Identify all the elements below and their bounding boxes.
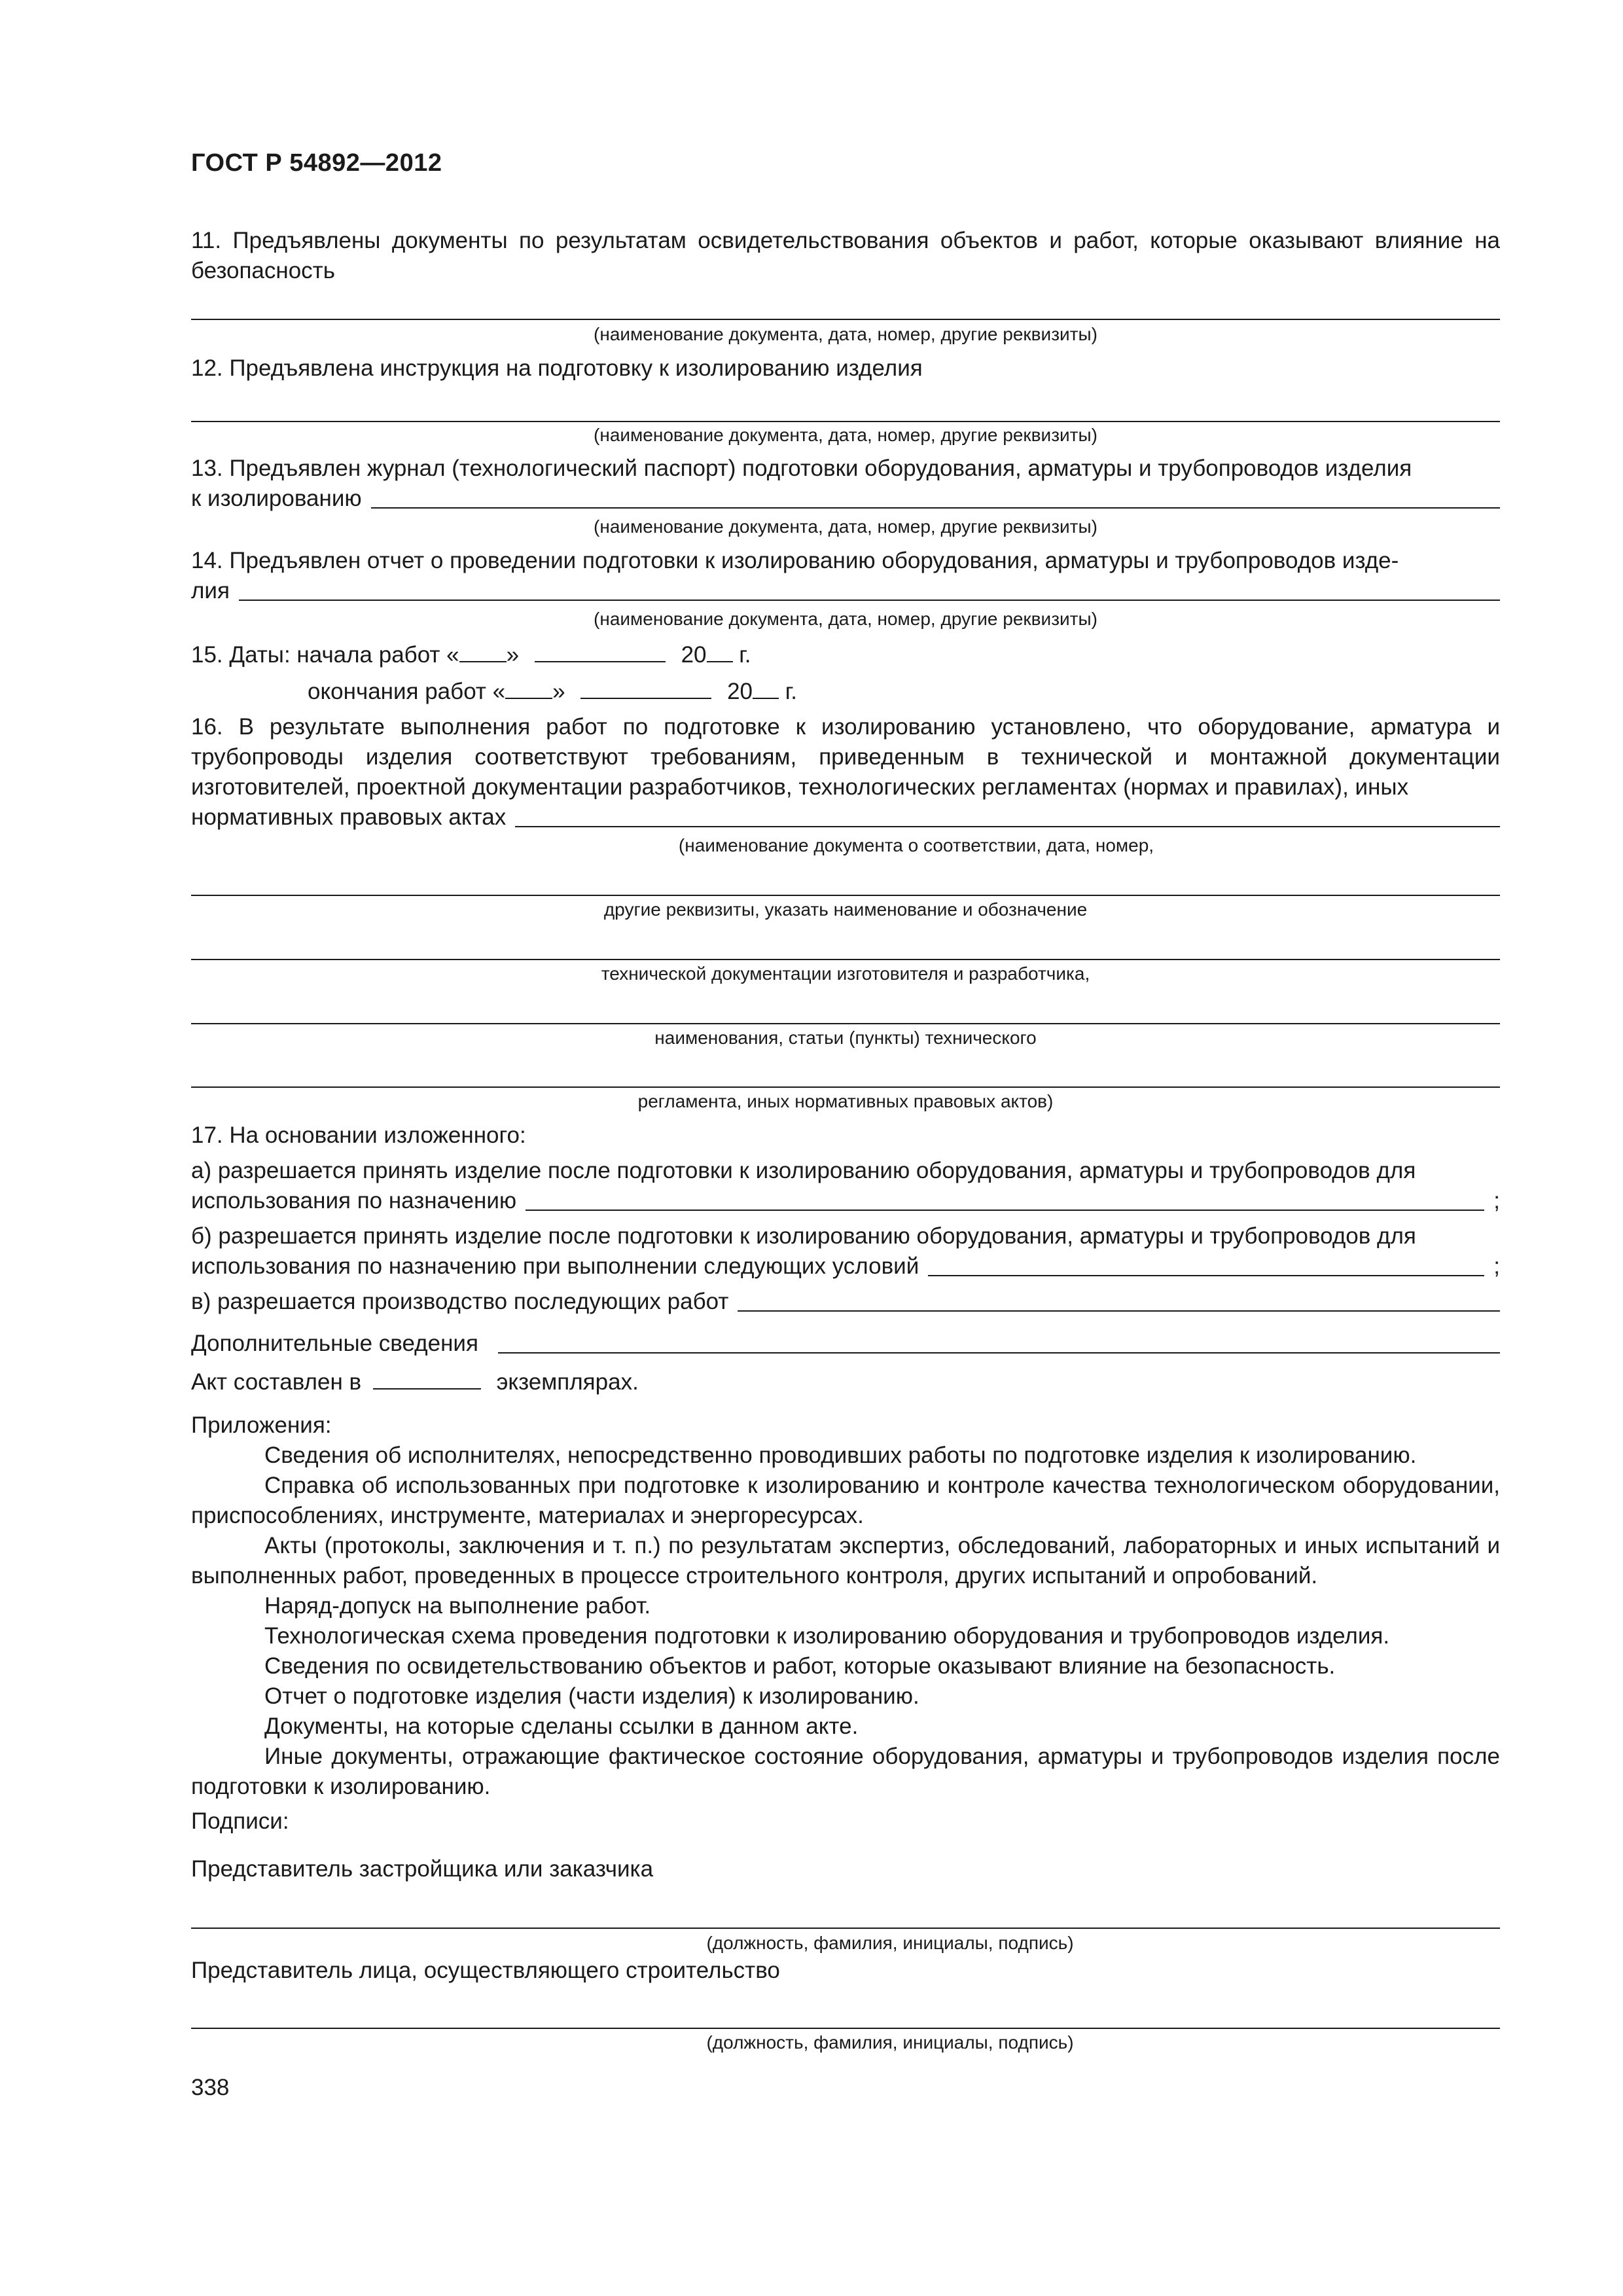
appendix-6: Сведения по освидетельствованию объектов и работ, которые оказывают влияние на безопасность. <box>264 1653 1336 1679</box>
end-month-blank[interactable] <box>580 675 711 699</box>
end-quote-close: » <box>552 679 565 704</box>
standard-header: ГОСТ Р 54892—2012 <box>191 149 442 177</box>
conformity-caption-4: наименования, статьи (пункты) технического <box>654 1028 1037 1048</box>
item-15-start-label: 15. Даты: начала работ « <box>191 642 459 668</box>
start-year-prefix: 20 <box>681 642 707 668</box>
item-17v-fill-line[interactable] <box>738 1287 1500 1312</box>
item-17a-fill-line[interactable] <box>526 1186 1484 1211</box>
appendix-4: Наряд-допуск на выполнение работ. <box>264 1593 651 1619</box>
builder-signature-line[interactable] <box>191 2028 1500 2029</box>
item-17v-row <box>191 1287 1500 1317</box>
item-17a-line2-row <box>191 1186 1500 1216</box>
end-year-prefix: 20 <box>727 679 753 704</box>
appendix-8: Документы, на которые сделаны ссылки в данном акте. <box>264 1713 859 1739</box>
item-13-line2-row <box>191 484 1500 514</box>
signatures-title: Подписи: <box>191 1808 289 1834</box>
builder-representative-label: Представитель лица, осуществляющего строительство <box>191 1958 780 1983</box>
item-14-caption: (наименование документа, дата, номер, другие реквизиты) <box>594 609 1097 629</box>
item-13-fill-line[interactable] <box>371 484 1500 509</box>
item-14-line1: 14. Предъявлен отчет о проведении подготовки к изолированию оборудования, арматуры и трубопроводов изде- <box>191 548 1399 573</box>
start-day-blank[interactable] <box>459 639 507 662</box>
item-17v-text: в) разрешается производство последующих работ <box>191 1289 729 1314</box>
appendix-2: Справка об использованных при подготовке к изолированию и контроле качества технологическом оборудовании, приспособлениях, инструменте, материалах и энергоресурсах. <box>191 1473 1500 1528</box>
additional-info-row <box>191 1329 1500 1359</box>
act-copies-suffix: экземплярах. <box>496 1369 639 1395</box>
item-15-end-label: окончания работ « <box>308 679 506 704</box>
item-16-last: нормативных правовых актах <box>191 804 507 830</box>
item-16-last-row <box>191 802 1500 833</box>
item-12-text: 12. Предъявлена инструкция на подготовку к изолированию изделия <box>191 355 923 381</box>
conformity-caption-5: регламента, иных нормативных правовых актов) <box>637 1091 1054 1111</box>
conformity-caption-1: (наименование документа о соответствии, дата, номер, <box>678 835 1154 855</box>
item-17b-line1: б) разрешается принять изделие после подготовки к изолированию оборудования, арматуры и трубопроводов для <box>191 1223 1416 1249</box>
start-month-blank[interactable] <box>535 639 666 662</box>
end-day-blank[interactable] <box>505 675 552 699</box>
act-copies-blank[interactable] <box>373 1366 481 1390</box>
appendices-title: Приложения: <box>191 1412 332 1438</box>
page-number: 338 <box>191 2075 230 2100</box>
item-15-end-row <box>308 675 797 707</box>
conformity-caption-2: другие реквизиты, указать наименование и обозначение <box>603 899 1088 920</box>
appendix-5: Технологическая схема проведения подготовки к изолированию оборудования и трубопроводов изделия. <box>264 1623 1390 1649</box>
start-year-blank[interactable] <box>707 639 733 662</box>
customer-signature-line[interactable] <box>191 1928 1500 1929</box>
item-11-fill-line[interactable] <box>191 319 1500 320</box>
item-17b-line2: использования по назначению при выполнении следующих условий <box>191 1253 919 1279</box>
item-14-fill-line[interactable] <box>239 576 1500 601</box>
act-copies-row <box>191 1366 1500 1397</box>
appendix-7: Отчет о подготовке изделия (части изделия) к изолированию. <box>264 1683 919 1709</box>
item-16-fill-line-1[interactable] <box>515 802 1500 827</box>
item-14-line2: лия <box>191 578 230 603</box>
start-year-suffix: г. <box>732 642 751 668</box>
item-17b-semicolon: ; <box>1493 1253 1500 1279</box>
item-16-fill-line-2[interactable] <box>191 895 1500 896</box>
act-copies-prefix: Акт составлен в <box>191 1369 362 1395</box>
item-17a-semicolon: ; <box>1493 1188 1500 1213</box>
item-16-fill-line-4[interactable] <box>191 1023 1500 1024</box>
item-11-text: 11. Предъявлены документы по результатам освидетельствования объектов и работ, которые оказывают влияние на безопасность <box>191 228 1500 283</box>
item-12-caption: (наименование документа, дата, номер, другие реквизиты) <box>594 425 1097 445</box>
item-17b-line2-row <box>191 1251 1500 1282</box>
item-15-start-row <box>191 639 1500 670</box>
item-16-text: 16. В результате выполнения работ по подготовке к изолированию установлено, что оборудование, арматура и трубопроводы изделия соответствуют требованиям, приведенным в технической и монтажной документации изготовителей, проектной документации разработчиков, технологических регламентах (нормах и правилах), иных <box>191 714 1500 800</box>
item-17b-fill-line[interactable] <box>928 1251 1484 1276</box>
item-11-caption: (наименование документа, дата, номер, другие реквизиты) <box>594 324 1097 344</box>
additional-info-label: Дополнительные сведения <box>191 1331 478 1356</box>
appendix-3: Акты (протоколы, заключения и т. п.) по результатам экспертиз, обследований, лабораторных и иных испытаний и выполненных работ, проведенных в процессе строительного контроля, других испытаний и опробований. <box>191 1533 1500 1588</box>
end-year-blank[interactable] <box>753 675 779 699</box>
item-14-line2-row <box>191 576 1500 606</box>
item-17-title: 17. На основании изложенного: <box>191 1122 526 1148</box>
appendix-1: Сведения об исполнителях, непосредственно проводивших работы по подготовке изделия к изолированию. <box>264 1443 1417 1468</box>
item-13-line2: к изолированию <box>191 486 362 511</box>
customer-representative-label: Представитель застройщика или заказчика <box>191 1856 654 1882</box>
item-17a-line1: а) разрешается принять изделие после подготовки к изолированию оборудования, арматуры и трубопроводов для <box>191 1158 1416 1183</box>
item-16-fill-line-5[interactable] <box>191 1086 1500 1088</box>
customer-signature-caption: (должность, фамилия, инициалы, подпись) <box>706 1933 1074 1953</box>
item-17a-line2: использования по назначению <box>191 1188 517 1213</box>
start-quote-close: » <box>506 642 520 668</box>
conformity-caption-3: технической документации изготовителя и разработчика, <box>601 963 1090 984</box>
additional-info-fill-line[interactable] <box>498 1329 1500 1354</box>
item-13-line1: 13. Предъявлен журнал (технологический паспорт) подготовки оборудования, арматуры и трубопроводов изделия <box>191 456 1412 481</box>
builder-signature-caption: (должность, фамилия, инициалы, подпись) <box>706 2032 1074 2053</box>
item-13-caption: (наименование документа, дата, номер, другие реквизиты) <box>594 516 1097 537</box>
item-16-fill-line-3[interactable] <box>191 959 1500 960</box>
item-12-fill-line[interactable] <box>191 421 1500 422</box>
appendix-9: Иные документы, отражающие фактическое состояние оборудования, арматуры и трубопроводов изделия после подготовки к изолированию. <box>191 1744 1500 1799</box>
end-year-suffix: г. <box>779 679 797 704</box>
